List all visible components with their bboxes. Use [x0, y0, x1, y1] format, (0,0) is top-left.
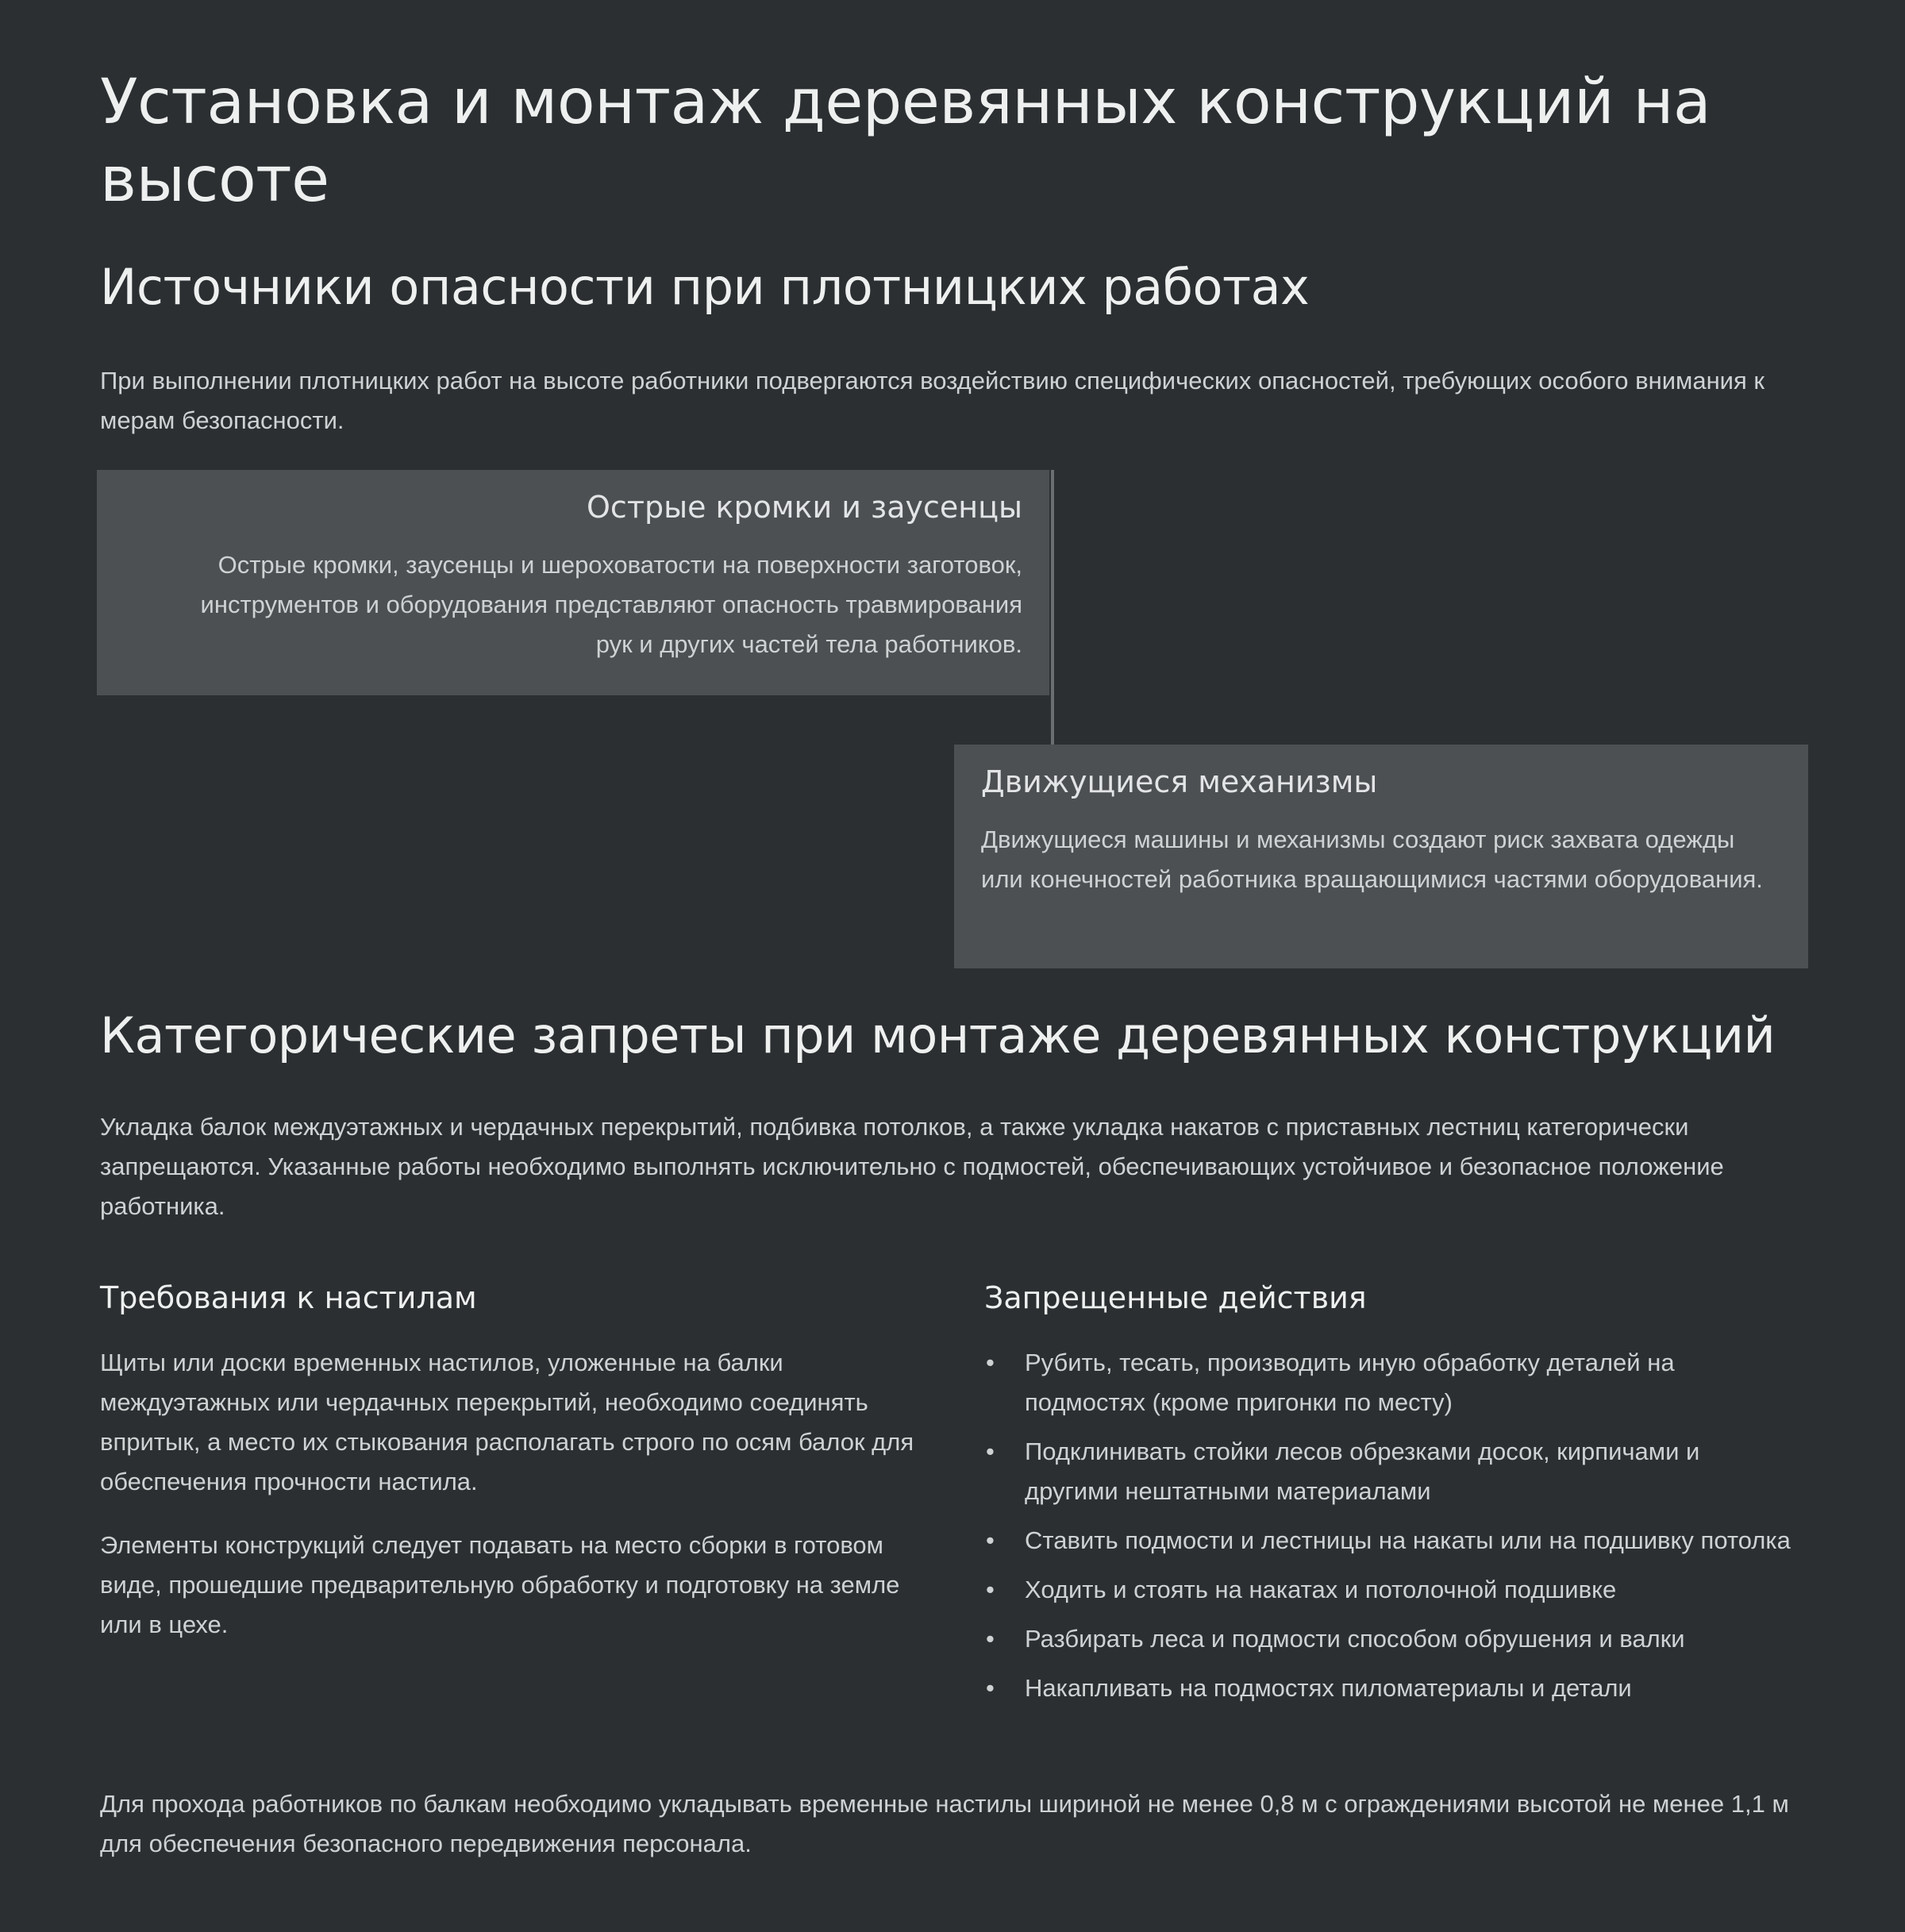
bullet-icon: •	[986, 1526, 995, 1554]
subheading-deck-requirements: Требования к настилам	[100, 1280, 477, 1315]
bullet-icon: •	[986, 1437, 995, 1465]
walkway-requirements-text: Для прохода работников по балкам необходимо укладывать временные настилы шириной не менее 0,8 м с ограждениями высотой не менее 1,1 м для обеспечения безопасного передвижения персонала.	[100, 1790, 1789, 1857]
list-item	[984, 1432, 1794, 1511]
list-item-text: Подклинивать стойки лесов обрезками досок, кирпичами и другими нештатными материалами	[1025, 1437, 1700, 1505]
hazard-card-moving-machinery	[954, 745, 1808, 968]
list-item	[984, 1668, 1794, 1708]
deck-requirements-text-1: Щиты или доски временных настилов, уложенные на балки междуэтажных или чердачных перекрытий, необходимо соединять впритык, а место их стыкования располагать строго по осям балок для обеспечения прочности настила.	[100, 1349, 914, 1495]
hazard-card-text: Острые кромки, заусенцы и шероховатости на поверхности заготовок, инструментов и оборудования представляют опасность травмирования рук и других частей тела работников.	[200, 551, 1022, 658]
bullet-icon: •	[986, 1625, 995, 1653]
hazards-intro: При выполнении плотницких работ на высоте работники подвергаются воздействию специфических опасностей, требующих особого внимания к мерам безопасности.	[100, 367, 1765, 434]
bullet-icon: •	[986, 1349, 995, 1376]
hazard-card-title: Острые кромки и заусенцы	[587, 490, 1022, 525]
list-item-text: Ставить подмости и лестницы на накаты или на подшивку потолка	[1025, 1526, 1791, 1554]
hazard-card-sharp-edges	[97, 470, 1049, 695]
section-heading-prohibitions: Категорические запреты при монтаже деревянных конструкций	[100, 1006, 1776, 1064]
prohibitions-intro: Укладка балок междуэтажных и чердачных перекрытий, подбивка потолков, а также укладка накатов с приставных лестниц категорически запрещаются. Указанные работы необходимо выполнять исключительно с подмостей, обеспечивающих устойчивое и безопасное положение работника.	[100, 1113, 1724, 1220]
list-item	[984, 1343, 1794, 1422]
list-item	[984, 1570, 1794, 1610]
list-item-text: Рубить, тесать, производить иную обработку деталей на подмостях (кроме пригонки по месту)	[1025, 1349, 1675, 1416]
hazard-card-text: Движущиеся машины и механизмы создают риск захвата одежды или конечностей работника вращающимися частями оборудования.	[981, 826, 1763, 893]
bullet-icon: •	[986, 1674, 995, 1702]
page-title: Установка и монтаж деревянных конструкций на высоте	[100, 67, 1711, 216]
list-item-text: Ходить и стоять на накатах и потолочной подшивке	[1025, 1576, 1617, 1603]
list-item-text: Накапливать на подмостях пиломатериалы и детали	[1025, 1674, 1632, 1702]
list-item-text: Разбирать леса и подмости способом обрушения и валки	[1025, 1625, 1685, 1653]
hazard-card-title: Движущиеся механизмы	[981, 764, 1378, 799]
forbidden-actions-list	[984, 1343, 1794, 1718]
bullet-icon: •	[986, 1576, 995, 1603]
deck-requirements-text-2: Элементы конструкций следует подавать на место сборки в готовом виде, прошедшие предварительную обработку и подготовку на земле или в цехе.	[100, 1531, 900, 1638]
subheading-forbidden-actions: Запрещенные действия	[984, 1280, 1367, 1315]
list-item	[984, 1521, 1794, 1561]
list-item	[984, 1619, 1794, 1659]
section-heading-hazards: Источники опасности при плотницких работах	[100, 258, 1310, 316]
